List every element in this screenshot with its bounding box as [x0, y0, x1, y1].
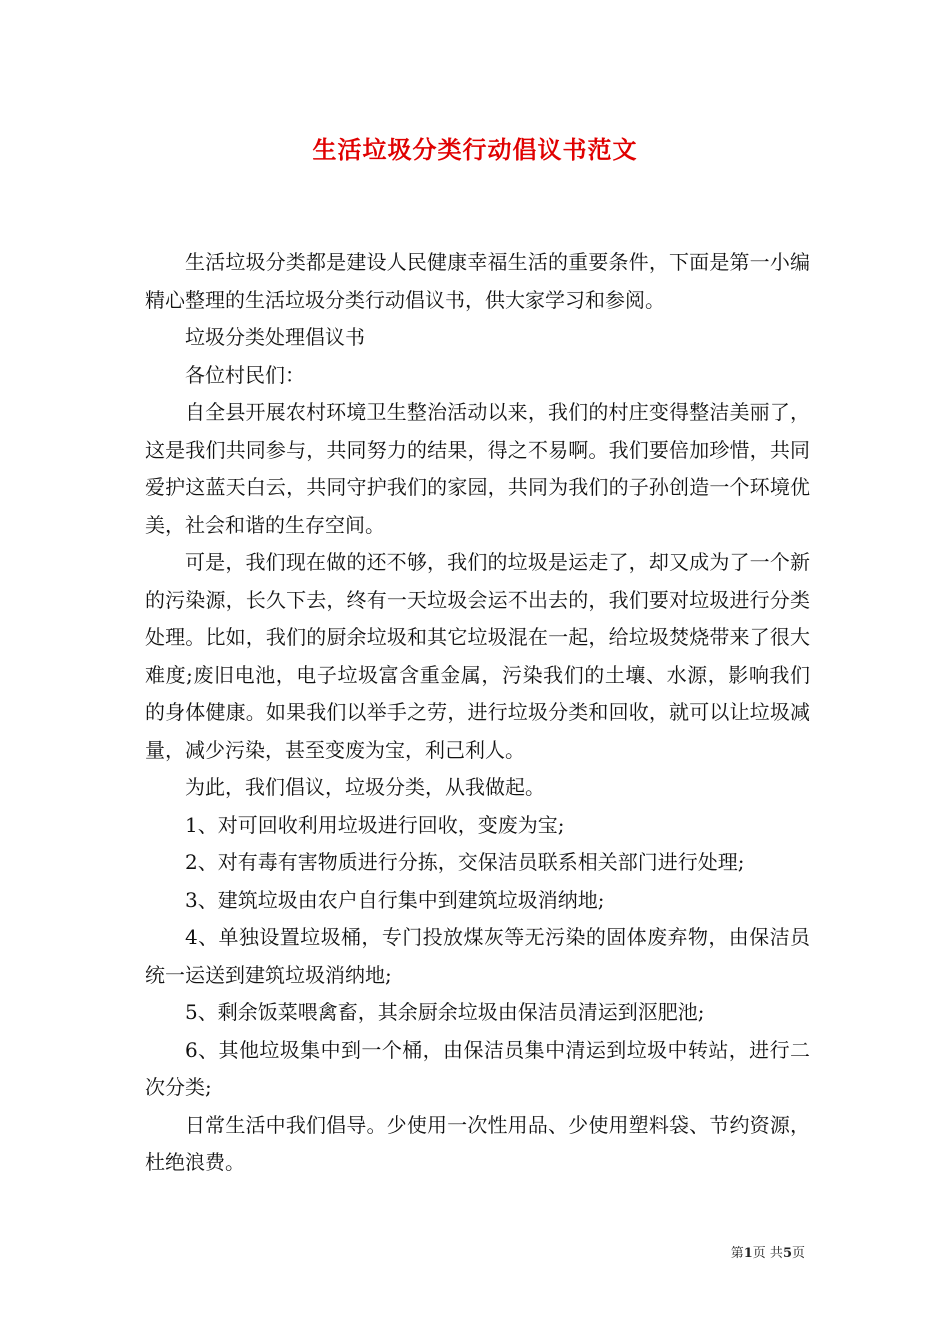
paragraph-heading: 垃圾分类处理倡议书 [185, 325, 365, 349]
total-pages-number: 5 [782, 1246, 792, 1261]
paragraph-salutation: 各位村民们： [185, 362, 305, 387]
document-title: 生活垃圾分类行动倡议书范文 [312, 135, 638, 164]
page-number-footer [731, 1242, 805, 1261]
list-item: 2、对有毒有害物质进行分拣，交保洁员联系相关部门进行处理; [185, 850, 745, 874]
paragraph: 可是，我们现在做的还不够，我们的垃圾是运走了，却又成为了一个新的污染源，长久下去，终有一天垃圾会运不出去的，我们要对垃圾进行分类处理。比如，我们的厨余垃圾和其它垃圾混在一起，给垃圾焚烧带来了很大难度;废旧电池，电子垃圾富含重金属，污染我们的土壤、水源，影响我们的身体健康。如果我们以举手之劳，进行垃圾分类和回收，就可以让垃圾减量，减少污染，甚至变废为宝，利己利人。 [145, 550, 810, 762]
paragraph-intro: 生活垃圾分类都是建设人民健康幸福生活的重要条件，下面是第一小编精心整理的生活垃圾分类行动倡议书，供大家学习和参阅。 [145, 250, 810, 312]
footer-suffix: 页 [791, 1246, 805, 1261]
footer-middle: 页 共 [752, 1246, 783, 1261]
list-item: 3、建筑垃圾由农户自行集中到建筑垃圾消纳地; [185, 887, 605, 912]
list-item: 5、剩余饭菜喂禽畜，其余厨余垃圾由保洁员清运到沤肥池; [185, 1000, 705, 1024]
list-item: 1、对可回收利用垃圾进行回收，变废为宝; [185, 812, 565, 837]
paragraph: 为此，我们倡议，垃圾分类，从我做起。 [185, 775, 545, 799]
list-item: 4、单独设置垃圾桶，专门投放煤灰等无污染的固体废弃物，由保洁员统一运送到建筑垃圾消纳地; [145, 925, 810, 987]
document-body [145, 244, 810, 1182]
paragraph: 自全县开展农村环境卫生整治活动以来，我们的村庄变得整洁美丽了，这是我们共同参与，共同努力的结果，得之不易啊。我们要倍加珍惜，共同爱护这蓝天白云，共同守护我们的家园，共同为我们的子孙创造一个环境优美，社会和谐的生存空间。 [145, 400, 810, 537]
footer-prefix: 第 [730, 1246, 744, 1261]
list-item: 6、其他垃圾集中到一个桶，由保洁员集中清运到垃圾中转站，进行二次分类; [145, 1037, 810, 1099]
paragraph: 日常生活中我们倡导。少使用一次性用品、少使用塑料袋、节约资源，杜绝浪费。 [145, 1112, 810, 1174]
current-page-number: 1 [743, 1246, 753, 1261]
